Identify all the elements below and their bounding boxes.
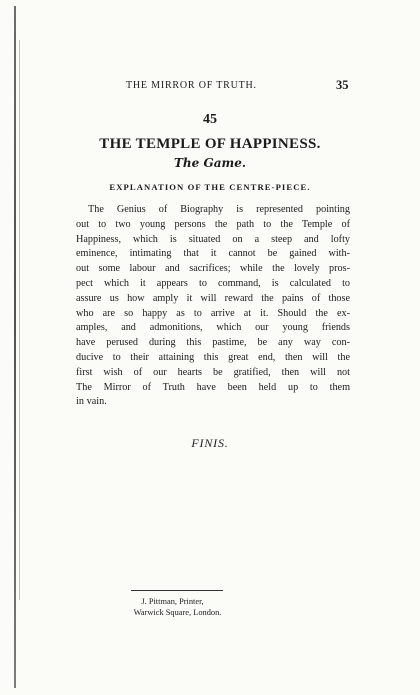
printer-name: J. Pittman, Printer, <box>141 597 204 606</box>
page-binding-edge <box>14 6 16 688</box>
printer-address: Warwick Square, London. <box>133 608 222 617</box>
running-head: THE MIRROR OF TRUTH. <box>126 80 257 91</box>
body-line: ducive to their attaining this great end, then will the <box>76 351 350 363</box>
printer-divider <box>131 590 223 591</box>
explanation-heading: EXPLANATION OF THE CENTRE-PIECE. <box>109 182 311 192</box>
section-number: 45 <box>203 112 217 127</box>
finis-text: FINIS. <box>191 436 229 450</box>
body-line: pect which it appears to command, is calculated to <box>76 277 350 289</box>
body-line: The Genius of Biography is represented pointing <box>88 204 350 215</box>
body-line: have perused during this pastime, be any way con- <box>76 337 350 349</box>
subtitle: The Game. <box>174 156 246 170</box>
body-line: amples, and admonitions, which our young friends <box>76 322 350 334</box>
body-line: The Mirror of Truth have been held up to them <box>76 381 350 393</box>
body-line: in vain. <box>76 396 107 408</box>
body-line: out some labour and sacrifices; while the lovely pros- <box>76 263 350 275</box>
body-line: Happiness, which is situated on a steep and lofty <box>76 233 350 245</box>
body-line: eminence, intimating that it cannot be gained with- <box>76 248 350 260</box>
page-number: 35 <box>336 78 349 92</box>
body-line: who are so happy as to arrive at it. Should the ex- <box>76 307 350 319</box>
body-line: first wish of our hearts be gratified, then will not <box>76 366 350 378</box>
body-paragraph <box>76 203 350 410</box>
body-line: out to two young persons the path to the Temple of <box>76 218 350 230</box>
page-title: THE TEMPLE OF HAPPINESS. <box>99 136 321 152</box>
body-line: assure us how amply it will reward the pains of those <box>76 292 350 304</box>
